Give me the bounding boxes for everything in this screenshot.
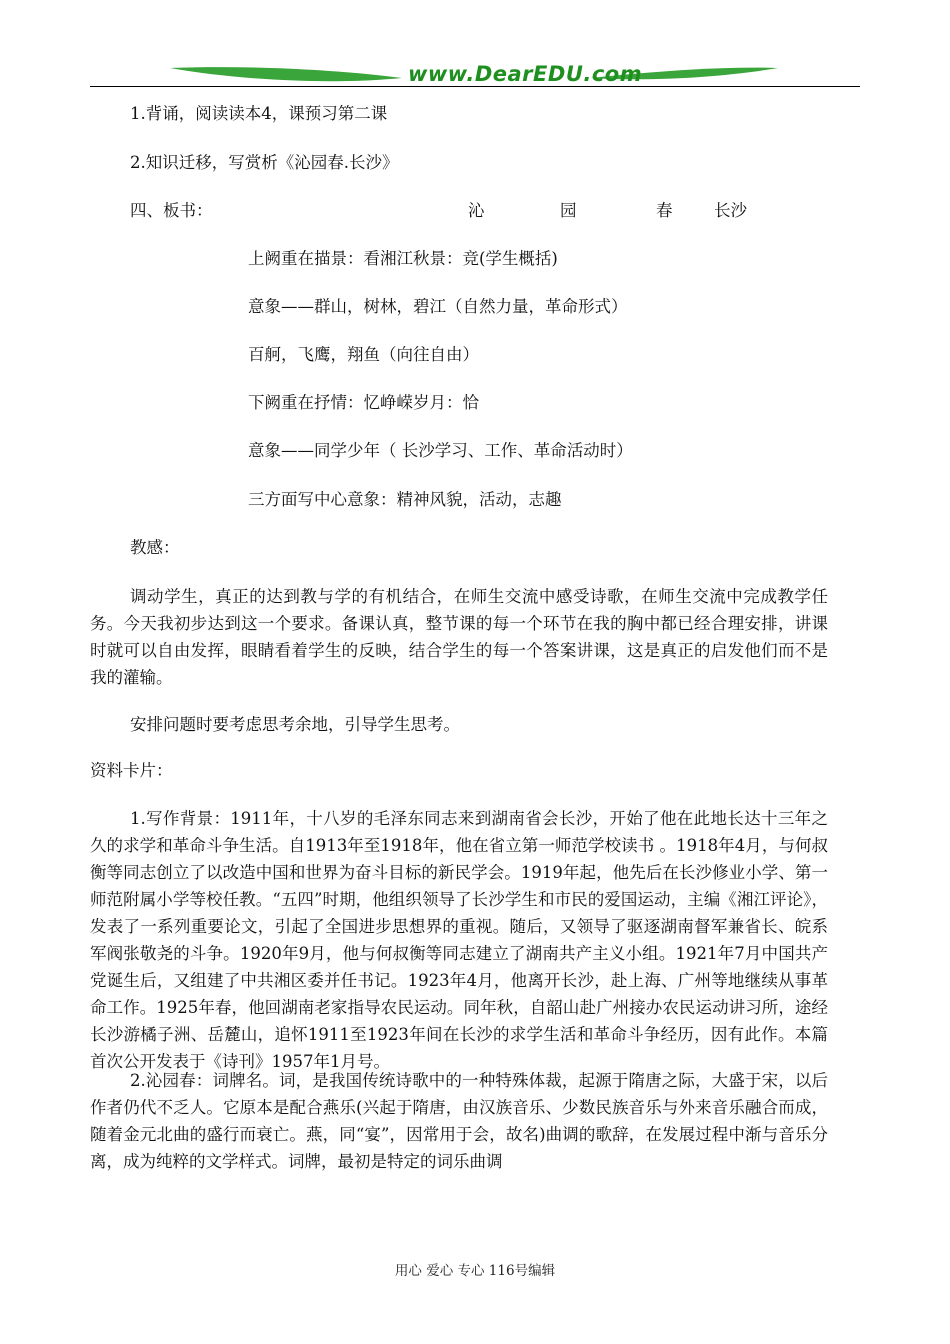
- board-label: 四、板书：: [130, 201, 213, 220]
- board-line: 下阙重在抒情：忆峥嵘岁月：恰: [248, 393, 479, 412]
- reflection-paragraph-2: 安排问题时要考虑思考余地，引导学生思考。: [130, 715, 460, 734]
- board-line: 三方面写中心意象：精神风貌，活动，志趣: [248, 490, 562, 509]
- board-line: 百舸，飞鹰，翔鱼（向往自由）: [248, 345, 479, 364]
- card-paragraph-1: 1.写作背景：1911年，十八岁的毛泽东同志来到湖南省会长沙，开始了他在此地长达十三年之久的求学和革命斗争生活。自1913年至1918年，他在省立第一师范学校读书 。1918年4月，与何叔衡等同志创立了以改造中国和世界为奋斗目标的新民学会。1919年起，他先后在长沙修业小学、第一师范附属小学等校任教。“五四”时期，他组织领导了长沙学生和市民的爱国运动，主编《湘江评论》，发表了一系列重要论文，引起了全国进步思想界的重视。随后，又领导了驱逐湖南督军兼省长、皖系军阀张敬尧的斗争。1920年9月，他与何叔衡等同志建立了湖南共产主义小组。1921年7月中国共产党诞生后，又组建了中共湘区委并任书记。1923年4月，他离开长沙，赴上海、广州等地继续从事革命工作。1925年春，他回湖南老家指导农民运动。同年秋，自韶山赴广州接办农民运动讲习所，途经长沙游橘子洲、岳麓山，追怀1911至1923年间在长沙的求学生活和革命斗争经历，因有此作。本篇首次公开发表于《诗刊》1957年1月号。: [90, 809, 828, 1071]
- board-line: 意象——群山，树林，碧江（自然力量，革命形式）: [248, 297, 628, 316]
- page-footer: 用心 爱心 专心 116号编辑: [394, 1263, 556, 1279]
- reflection-paragraph-1: 调动学生，真正的达到教与学的有机结合，在师生交流中感受诗歌，在师生交流中完成教学任务。今天我初步达到这一个要求。备课认真，整节课的每一个环节在我的胸中都已经合理安排，讲课时就可以自由发挥，眼睛看着学生的反映，结合学生的每一个答案讲课，这是真正的启发他们而不是我的灌输。: [90, 587, 828, 687]
- card-paragraph-2: 2.沁园春：词牌名。词，是我国传统诗歌中的一种特殊体裁，起源于隋唐之际，大盛于宋，以后作者仍代不乏人。它原本是配合燕乐(兴起于隋唐，由汉族音乐、少数民族音乐与外来音乐融合而成，随着金元北曲的盛行而衰亡。燕，同“宴”，因常用于会，故名)曲调的歌辞，在发展过程中渐与音乐分离，成为纯粹的文学样式。词牌，最初是特定的词乐曲调: [90, 1071, 828, 1171]
- page-header: [90, 62, 860, 92]
- board-title-char-4: 长沙: [714, 201, 747, 220]
- homework-line-1: 1.背诵，阅读读本4，课预习第二课: [130, 104, 388, 123]
- board-title-char-2: 园: [560, 201, 577, 220]
- board-line: 上阙重在描景：看湘江秋景：竞(学生概括): [248, 249, 558, 268]
- board-title-char-1: 沁: [468, 201, 485, 220]
- header-rule: [90, 86, 860, 87]
- site-logo: www.DearEDU.com: [408, 62, 643, 86]
- reflection-label: 教感：: [130, 538, 180, 557]
- homework-line-2: 2.知识迁移，写赏析《沁园春.长沙》: [130, 153, 399, 172]
- board-line: 意象——同学少年（ 长沙学习、工作、革命活动时）: [248, 441, 633, 460]
- board-title-char-3: 春: [656, 201, 673, 220]
- card-label: 资料卡片：: [90, 761, 173, 780]
